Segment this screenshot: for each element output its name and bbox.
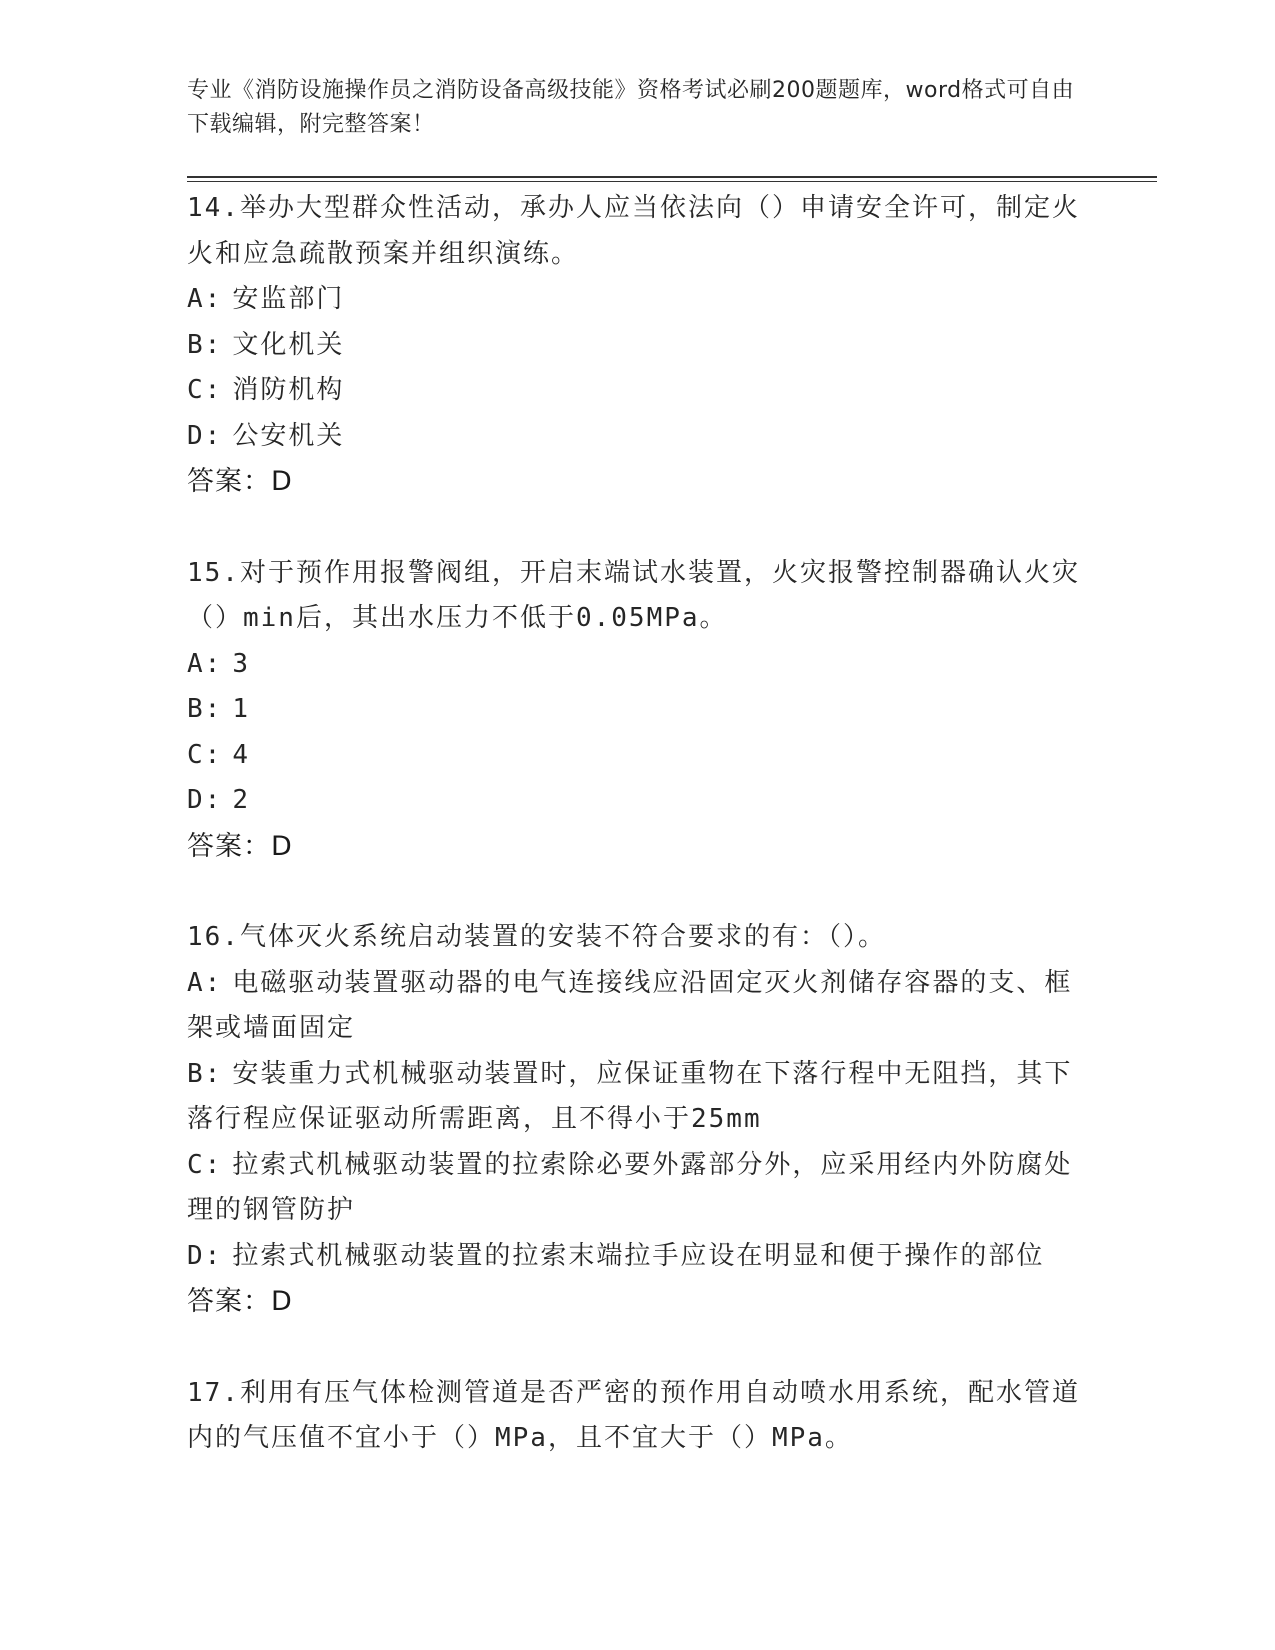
question-16	[187, 915, 1087, 1325]
option-d	[187, 778, 1087, 824]
option-text: 4	[232, 739, 250, 770]
question-text: 16.气体灭火系统启动装置的安装不符合要求的有：（）。	[187, 922, 886, 952]
option-text: 拉索式机械驱动装置的拉索末端拉手应设在明显和便于操作的部位	[232, 1240, 1045, 1271]
option-letter: C:	[187, 1149, 223, 1180]
option-b	[187, 1052, 1087, 1143]
option-a	[187, 642, 1087, 688]
question-list	[187, 186, 1087, 1508]
question-text: 15.对于预作用报警阀组，开启末端试水装置，火灾报警控制器确认火灾（）min后，其出水压力不低于0.05MPa。	[187, 557, 1080, 633]
header-rule-thick	[187, 176, 1157, 178]
option-letter: D:	[187, 785, 223, 815]
option-letter: B:	[187, 1058, 223, 1089]
option-text: 安监部门	[232, 284, 345, 314]
answer-line: 答案：D	[187, 466, 293, 497]
question-text: 14.举办大型群众性活动，承办人应当依法向（）申请安全许可，制定火火和应急疏散预案并组织演练。	[187, 193, 1080, 269]
option-a	[187, 961, 1087, 1052]
option-text: 3	[232, 648, 250, 679]
question-14	[187, 186, 1087, 505]
option-text: 1	[232, 694, 250, 724]
document-header: 专业《消防设施操作员之消防设备高级技能》资格考试必刷200题题库，word格式可自由下载编辑，附完整答案！	[187, 78, 1075, 137]
option-c	[187, 733, 1087, 779]
option-b	[187, 323, 1087, 369]
option-text: 2	[232, 785, 250, 815]
option-letter: C:	[187, 375, 223, 405]
question-15	[187, 551, 1087, 870]
option-c	[187, 1143, 1087, 1234]
option-letter: A:	[187, 967, 223, 998]
option-letter: B:	[187, 329, 223, 360]
answer-line: 答案：D	[187, 1286, 293, 1317]
option-a	[187, 277, 1087, 323]
option-text: 公安机关	[232, 420, 345, 451]
option-d	[187, 1234, 1087, 1280]
option-text: 安装重力式机械驱动装置时，应保证重物在下落行程中无阻挡，其下落行程应保证驱动所需距离，且不得小于25mm	[187, 1058, 1073, 1134]
option-text: 拉索式机械驱动装置的拉索除必要外露部分外，应采用经内外防腐处理的钢管防护	[187, 1149, 1073, 1225]
option-text: 消防机构	[232, 375, 345, 405]
option-letter: D:	[187, 1240, 223, 1271]
option-letter: A:	[187, 648, 223, 679]
option-text: 文化机关	[232, 329, 345, 360]
option-b	[187, 687, 1087, 733]
option-letter: B:	[187, 694, 223, 724]
option-letter: C:	[187, 739, 223, 770]
option-text: 电磁驱动装置驱动器的电气连接线应沿固定灭火剂储存容器的支、框架或墙面固定	[187, 967, 1073, 1043]
answer-line: 答案：D	[187, 830, 293, 862]
question-text: 17.利用有压气体检测管道是否严密的预作用自动喷水用系统，配水管道内的气压值不宜小于（）MPa，且不宜大于（）MPa。	[187, 1377, 1080, 1453]
question-17	[187, 1371, 1087, 1462]
option-d	[187, 414, 1087, 460]
option-c	[187, 368, 1087, 414]
header-rule-thin	[187, 181, 1157, 182]
option-letter: D:	[187, 420, 223, 451]
option-letter: A:	[187, 284, 223, 314]
